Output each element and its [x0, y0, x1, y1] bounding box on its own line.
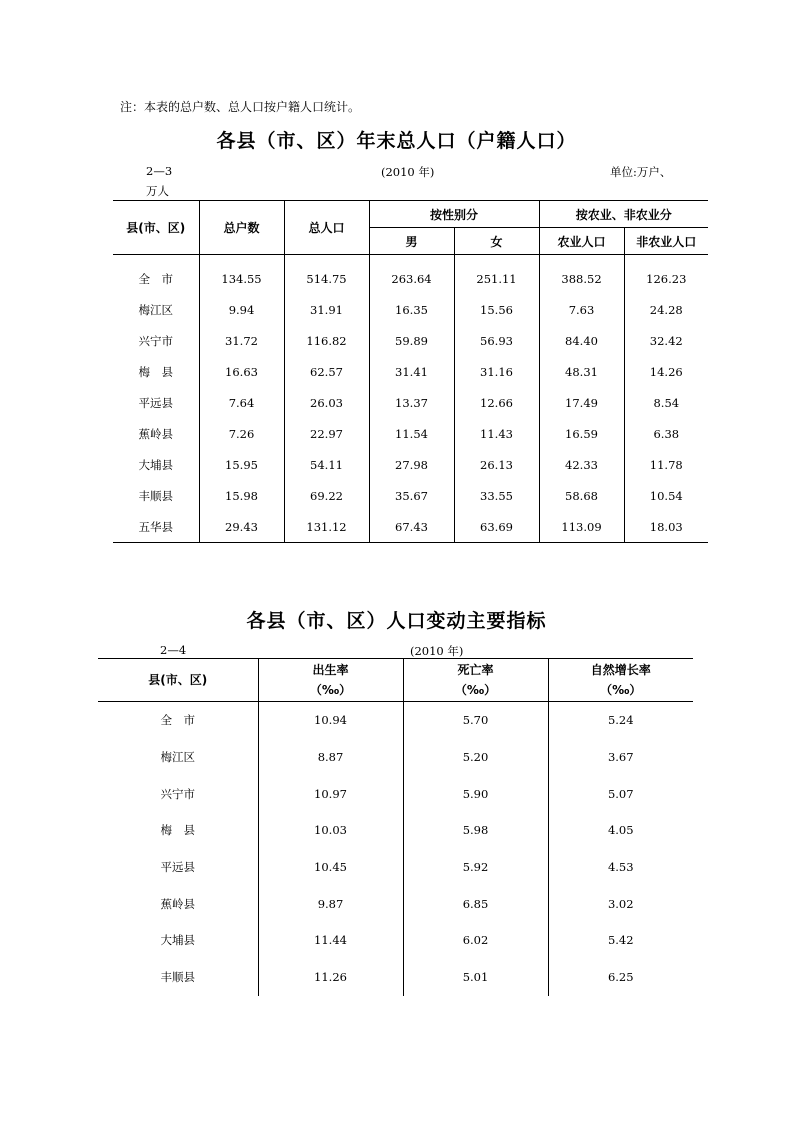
value-cell: 22.97: [284, 418, 369, 449]
county-name-cell: 大埔县: [113, 449, 199, 480]
value-cell: 16.63: [199, 356, 284, 387]
table-row: [113, 387, 708, 418]
table1-year: (2010 年): [381, 165, 435, 179]
value-cell: 6.02: [403, 922, 548, 959]
value-cell: 263.64: [369, 255, 454, 295]
value-cell: 62.57: [284, 356, 369, 387]
county-name-cell: 兴宁市: [98, 775, 258, 812]
table-row: [113, 418, 708, 449]
table-row: [98, 812, 693, 849]
value-cell: 4.05: [607, 823, 634, 838]
county-name-cell: 蕉岭县: [113, 418, 199, 449]
county-name-cell: 全 市: [98, 702, 258, 739]
table-row: [113, 255, 708, 295]
footnote: 注：本表的总户数、总人口按户籍人口统计。: [120, 100, 361, 114]
col-header-population: 总人口: [284, 201, 369, 255]
value-cell: 5.24: [607, 713, 634, 728]
table2-title: 各县（市、区）人口变动主要指标: [246, 610, 547, 632]
table-row: [113, 294, 708, 325]
birth-rate-unit: （‰）: [309, 683, 352, 697]
value-cell: 69.22: [284, 480, 369, 511]
value-cell: 26.03: [284, 387, 369, 418]
table-row: [98, 885, 693, 922]
value-cell: 10.45: [258, 849, 403, 886]
value-cell: 9.87: [258, 885, 403, 922]
table-row: [98, 922, 693, 959]
value-cell: 63.69: [454, 511, 539, 543]
table-row: [113, 325, 708, 356]
value-cell: 15.98: [199, 480, 284, 511]
col-header-households: 总户数: [199, 201, 284, 255]
value-cell: 6.25: [607, 970, 634, 985]
value-cell: 116.82: [284, 325, 369, 356]
value-cell: 7.64: [199, 387, 284, 418]
value-cell: 15.56: [454, 294, 539, 325]
value-cell: 7.26: [199, 418, 284, 449]
value-cell: 5.42: [607, 933, 634, 948]
birth-rate-label: 出生率: [312, 663, 349, 677]
value-cell: 31.16: [454, 356, 539, 387]
value-cell: 16.35: [369, 294, 454, 325]
county-name-cell: 平远县: [98, 849, 258, 886]
value-cell: 31.41: [369, 356, 454, 387]
value-cell: 10.94: [258, 702, 403, 739]
county-name-cell: 丰顺县: [113, 480, 199, 511]
value-cell: 5.20: [403, 739, 548, 776]
value-cell: 59.89: [369, 325, 454, 356]
value-cell: 12.66: [454, 387, 539, 418]
table2-year: (2010 年): [410, 644, 464, 658]
county-name-cell: 平远县: [113, 387, 199, 418]
table1-title: 各县（市、区）年末总人口（户籍人口）: [216, 130, 577, 152]
value-cell: 5.07: [607, 786, 634, 801]
county-name-cell: 丰顺县: [98, 959, 258, 996]
value-cell: 9.94: [199, 294, 284, 325]
value-cell: 11.26: [258, 959, 403, 996]
value-cell: 31.91: [284, 294, 369, 325]
value-cell: 58.68: [539, 480, 624, 511]
value-cell: 56.93: [454, 325, 539, 356]
value-cell: 134.55: [199, 255, 284, 295]
value-cell: 7.63: [539, 294, 624, 325]
death-rate-unit: （‰）: [454, 683, 497, 697]
table1-code: 2—3: [146, 164, 173, 178]
value-cell: 5.98: [403, 812, 548, 849]
death-rate-label: 死亡率: [457, 663, 494, 677]
value-cell: 54.11: [284, 449, 369, 480]
value-cell: 11.44: [258, 922, 403, 959]
value-cell: 31.72: [199, 325, 284, 356]
value-cell: 10.97: [258, 775, 403, 812]
value-cell: 48.31: [539, 356, 624, 387]
county-name-cell: 梅 县: [113, 356, 199, 387]
value-cell: 16.59: [539, 418, 624, 449]
county-name-cell: 兴宁市: [113, 325, 199, 356]
col-header-nonagri: 非农业人口: [624, 228, 708, 255]
growth-rate-unit: （‰）: [600, 683, 642, 697]
value-cell: 131.12: [284, 511, 369, 543]
col-header-death-rate: [403, 659, 548, 702]
value-cell: 251.11: [454, 255, 539, 295]
value-cell: 8.87: [258, 739, 403, 776]
value-cell: 84.40: [539, 325, 624, 356]
county-name-cell: 全 市: [113, 255, 199, 295]
col-header-agri: 农业人口: [539, 228, 624, 255]
value-cell: 6.85: [403, 885, 548, 922]
value-cell: 13.37: [369, 387, 454, 418]
value-cell: 10.03: [258, 812, 403, 849]
value-cell: 8.54: [653, 395, 680, 410]
table1-unit: 单位:万户、: [610, 165, 672, 179]
value-cell: 113.09: [539, 511, 624, 543]
value-cell: 4.53: [607, 860, 634, 875]
table2-code: 2—4: [160, 643, 187, 657]
value-cell: 10.54: [649, 488, 683, 503]
value-cell: 5.92: [403, 849, 548, 886]
table-row: [113, 480, 708, 511]
table-row: [113, 449, 708, 480]
value-cell: 514.75: [284, 255, 369, 295]
value-cell: 5.90: [403, 775, 548, 812]
value-cell: 388.52: [539, 255, 624, 295]
county-name-cell: 五华县: [113, 511, 199, 543]
col-header-county: 县(市、区): [113, 201, 199, 255]
col-header-county: 县(市、区): [98, 659, 258, 702]
value-cell: 5.70: [403, 702, 548, 739]
value-cell: 26.13: [454, 449, 539, 480]
value-cell: 29.43: [199, 511, 284, 543]
value-cell: 32.42: [649, 333, 683, 348]
value-cell: 17.49: [539, 387, 624, 418]
population-table: [113, 200, 708, 543]
value-cell: 11.54: [369, 418, 454, 449]
table-row: [98, 702, 693, 739]
col-header-growth-rate: [548, 659, 693, 702]
value-cell: 5.01: [403, 959, 548, 996]
table1-unit-cont: 万人: [146, 184, 169, 198]
value-cell: 3.02: [607, 896, 634, 911]
value-cell: 3.67: [607, 750, 634, 765]
value-cell: 35.67: [369, 480, 454, 511]
value-cell: 126.23: [646, 271, 687, 286]
value-cell: 24.28: [649, 302, 683, 317]
county-name-cell: 蕉岭县: [98, 885, 258, 922]
col-header-birth-rate: [258, 659, 403, 702]
county-name-cell: 梅江区: [98, 739, 258, 776]
table-row: [98, 739, 693, 776]
growth-rate-label: 自然增长率: [590, 663, 651, 677]
value-cell: 18.03: [649, 519, 683, 534]
table-row: [98, 959, 693, 996]
table-row: [113, 356, 708, 387]
col-header-by-sex: 按性别分: [369, 201, 539, 228]
col-header-male: 男: [369, 228, 454, 255]
value-cell: 15.95: [199, 449, 284, 480]
county-name-cell: 梅 县: [98, 812, 258, 849]
value-cell: 27.98: [369, 449, 454, 480]
value-cell: 14.26: [649, 364, 683, 379]
value-cell: 42.33: [539, 449, 624, 480]
value-cell: 11.78: [649, 457, 683, 472]
table-row: [98, 849, 693, 886]
value-cell: 33.55: [454, 480, 539, 511]
table-row: [98, 775, 693, 812]
value-cell: 11.43: [454, 418, 539, 449]
col-header-female: 女: [454, 228, 539, 255]
value-cell: 67.43: [369, 511, 454, 543]
table-row: [113, 511, 708, 543]
value-cell: 6.38: [653, 426, 680, 441]
county-name-cell: 大埔县: [98, 922, 258, 959]
population-change-table: [98, 658, 693, 996]
col-header-by-agri: 按农业、非农业分: [539, 201, 708, 228]
county-name-cell: 梅江区: [113, 294, 199, 325]
